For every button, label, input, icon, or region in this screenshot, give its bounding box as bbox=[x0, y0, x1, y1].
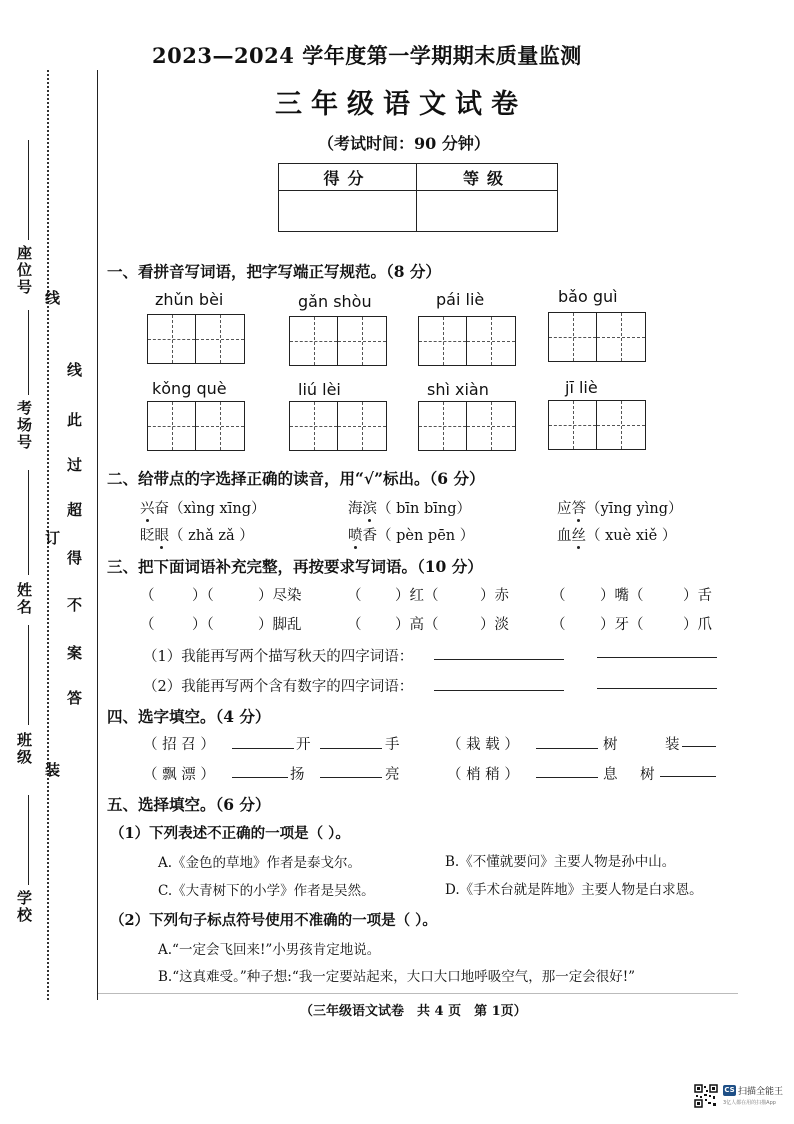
scanner-brand: 扫描全能王 bbox=[738, 1087, 784, 1097]
school-label: 学校 bbox=[15, 890, 33, 924]
page-footer: （三年级语文试卷 共 4 页 第 1页） bbox=[300, 1004, 527, 1019]
section1-heading: 一、看拼音写词语，把字写端正写规范。（8 分） bbox=[107, 262, 441, 281]
char-choice: （ 飘 漂 ） bbox=[143, 767, 215, 783]
binding-solid-line bbox=[97, 70, 98, 1000]
exam-title: 2023—2024 学年度第一学期期末质量监测 bbox=[152, 43, 582, 68]
tianzige-box[interactable] bbox=[548, 400, 646, 450]
class-blank[interactable] bbox=[28, 625, 29, 725]
pronunciation-item bbox=[140, 497, 265, 518]
option-c[interactable]: C.《大青树下的小学》作者是吴然。 bbox=[158, 883, 375, 899]
answer-blank[interactable] bbox=[536, 777, 598, 778]
option-b[interactable]: B.“这真难受。”种子想:“我一定要站起来，大口大口地呼吸空气，那一定会很好!” bbox=[158, 969, 636, 985]
notice-char-4: 超 bbox=[65, 502, 83, 519]
char-choice: （ 梢 稍 ） bbox=[447, 767, 519, 783]
idiom-fill[interactable]: （ bbox=[347, 617, 362, 633]
answer-blank[interactable] bbox=[536, 748, 598, 749]
option-d[interactable]: D.《手术台就是阵地》主要人物是白求恩。 bbox=[445, 882, 703, 898]
pinyin-label: liú lèi bbox=[298, 380, 341, 399]
tianzige-cell[interactable] bbox=[338, 317, 386, 365]
tianzige-cell[interactable] bbox=[290, 317, 338, 365]
word-char: 亮 bbox=[385, 767, 400, 783]
tianzige-cell[interactable] bbox=[467, 402, 515, 450]
tianzige-box[interactable] bbox=[289, 316, 387, 366]
answer-blank[interactable] bbox=[320, 748, 382, 749]
notice-char-8: 答 bbox=[65, 690, 83, 707]
tianzige-cell[interactable] bbox=[419, 402, 467, 450]
answer-blank[interactable] bbox=[434, 690, 564, 691]
scanner-tagline: 3亿人都在用的扫描App bbox=[723, 1100, 776, 1106]
notice-char-6: 不 bbox=[65, 597, 83, 614]
seat-number-blank[interactable] bbox=[28, 140, 29, 240]
tianzige-cell[interactable] bbox=[290, 402, 338, 450]
score-cell[interactable] bbox=[279, 191, 417, 232]
idiom-fill[interactable]: ）爪 bbox=[683, 617, 712, 633]
idiom-fill[interactable]: ）嘴（ bbox=[600, 588, 644, 604]
pinyin-label: jī liè bbox=[565, 378, 598, 397]
word-char: 树 bbox=[640, 767, 655, 783]
tianzige-box[interactable] bbox=[147, 401, 245, 451]
idiom-fill[interactable]: （ bbox=[140, 617, 155, 633]
question-5-1: （1）下列表述不正确的一项是（ ）。 bbox=[110, 825, 350, 842]
tianzige-cell[interactable] bbox=[549, 313, 597, 361]
subject-title: 三年级语文试卷 bbox=[275, 89, 527, 120]
section2-heading: 二、给带点的字选择正确的读音，用“√”标出。（6 分） bbox=[107, 469, 485, 488]
pinyin-label: kǒng què bbox=[152, 379, 227, 398]
answer-blank[interactable] bbox=[597, 657, 717, 658]
idiom-fill[interactable]: ）赤 bbox=[480, 588, 509, 604]
option-b[interactable]: B.《不懂就要问》主要人物是孙中山。 bbox=[445, 854, 676, 870]
exam-room-blank[interactable] bbox=[28, 310, 29, 395]
idiom-fill[interactable]: （ bbox=[551, 588, 566, 604]
answer-blank[interactable] bbox=[682, 746, 716, 747]
dotted-char: 喷 bbox=[348, 528, 363, 544]
pronunciation-item bbox=[557, 497, 683, 518]
notice-char-7: 案 bbox=[65, 645, 83, 662]
notice-char-1: 线 bbox=[65, 362, 83, 379]
plain-char: 眨 bbox=[140, 528, 155, 544]
notice-char-2: 此 bbox=[65, 412, 83, 429]
pronunciation-options[interactable]: （ xuè xiě ） bbox=[586, 528, 677, 544]
pinyin-label: zhǔn bèi bbox=[155, 290, 224, 309]
question-5-2: （2）下列句子标点符号使用不准确的一项是（ ）。 bbox=[110, 912, 437, 929]
pronunciation-options[interactable]: （yīng yìng） bbox=[586, 501, 683, 517]
plain-char: 血 bbox=[557, 528, 572, 544]
idiom-fill[interactable]: ）尽染 bbox=[258, 588, 302, 604]
pronunciation-item bbox=[557, 524, 676, 545]
idiom-fill[interactable]: （ bbox=[140, 588, 155, 604]
tianzige-cell[interactable] bbox=[196, 402, 244, 450]
answer-blank[interactable] bbox=[232, 748, 294, 749]
pronunciation-options[interactable]: （ zhǎ zǎ ） bbox=[169, 528, 254, 544]
number-words-prompt: （2）我能再写两个含有数字的四字词语： bbox=[143, 679, 414, 695]
plain-char: 应 bbox=[557, 501, 572, 517]
tianzige-box[interactable] bbox=[418, 401, 516, 451]
binding-zhuang-mark: 装 bbox=[43, 762, 61, 779]
dotted-char: 滨 bbox=[362, 501, 377, 517]
tianzige-box[interactable] bbox=[418, 316, 516, 366]
tianzige-cell[interactable] bbox=[419, 317, 467, 365]
dotted-char: 兴 bbox=[140, 501, 155, 517]
pronunciation-item bbox=[140, 524, 254, 545]
exam-room-label: 考场号 bbox=[15, 400, 33, 451]
section4-heading: 四、选字填空。（4 分） bbox=[107, 707, 271, 726]
binding-xian-mark: 线 bbox=[43, 290, 61, 307]
idiom-fill[interactable]: （ bbox=[551, 617, 566, 633]
char-choice: （ 栽 载 ） bbox=[447, 737, 519, 753]
answer-blank[interactable] bbox=[660, 776, 716, 777]
answer-blank[interactable] bbox=[597, 688, 717, 689]
idiom-fill[interactable]: ）高（ bbox=[395, 617, 439, 633]
word-char: 树 bbox=[603, 737, 618, 753]
dotted-char: 丝 bbox=[571, 528, 586, 544]
option-a[interactable]: A.“一定会飞回来!”小男孩肯定地说。 bbox=[158, 942, 381, 958]
answer-blank[interactable] bbox=[434, 659, 564, 660]
dotted-char: 答 bbox=[571, 501, 586, 517]
score-table bbox=[278, 163, 558, 232]
tianzige-cell[interactable] bbox=[338, 402, 386, 450]
section5-heading: 五、选择填空。（6 分） bbox=[107, 795, 271, 814]
tianzige-box[interactable] bbox=[548, 312, 646, 362]
tianzige-cell[interactable] bbox=[549, 401, 597, 449]
answer-blank[interactable] bbox=[232, 777, 288, 778]
pinyin-label: shì xiàn bbox=[427, 380, 489, 399]
name-blank[interactable] bbox=[28, 470, 29, 575]
idiom-fill[interactable]: ）舌 bbox=[683, 588, 712, 604]
tianzige-cell[interactable] bbox=[597, 313, 645, 361]
idiom-fill[interactable]: ）（ bbox=[192, 617, 214, 633]
tianzige-box[interactable] bbox=[289, 401, 387, 451]
pronunciation-item bbox=[348, 497, 471, 518]
idiom-fill[interactable]: ）（ bbox=[192, 588, 214, 604]
score-header: 得分 bbox=[279, 164, 417, 191]
idiom-fill[interactable]: ）红（ bbox=[395, 588, 439, 604]
class-label: 班级 bbox=[15, 732, 33, 766]
pronunciation-options[interactable]: 奋（xìng xīng） bbox=[154, 501, 266, 517]
camscanner-logo-icon: CS bbox=[724, 1086, 735, 1094]
option-a[interactable]: A.《金色的草地》作者是泰戈尔。 bbox=[158, 855, 362, 871]
tianzige-cell[interactable] bbox=[148, 315, 196, 363]
seat-number-label: 座位号 bbox=[15, 245, 33, 296]
pinyin-label: pái liè bbox=[436, 290, 485, 309]
dotted-char: 眼 bbox=[154, 528, 169, 544]
footer-rule bbox=[98, 993, 738, 994]
idiom-fill[interactable]: ）脚乱 bbox=[258, 617, 302, 633]
tianzige-cell[interactable] bbox=[196, 315, 244, 363]
pinyin-label: bǎo guì bbox=[558, 287, 618, 306]
tianzige-cell[interactable] bbox=[597, 401, 645, 449]
pronunciation-options[interactable]: 香（ pèn pēn ） bbox=[362, 528, 475, 544]
notice-char-3: 过 bbox=[65, 457, 83, 474]
word-char: 开 bbox=[296, 737, 311, 753]
idiom-fill[interactable]: ）淡 bbox=[480, 617, 509, 633]
pinyin-label: gǎn shòu bbox=[298, 292, 372, 311]
binding-ding-mark: 订 bbox=[43, 530, 61, 547]
word-char: 手 bbox=[385, 737, 400, 753]
word-char: 扬 bbox=[290, 767, 305, 783]
word-char: 息 bbox=[603, 767, 618, 783]
pronunciation-item bbox=[348, 524, 474, 545]
pronunciation-options[interactable]: （ bīn bīng） bbox=[377, 501, 472, 517]
qr-code-icon bbox=[694, 1084, 718, 1108]
char-choice: （ 招 召 ） bbox=[143, 737, 215, 753]
answer-blank[interactable] bbox=[320, 777, 382, 778]
tianzige-cell[interactable] bbox=[467, 317, 515, 365]
notice-char-5: 得 bbox=[65, 550, 83, 567]
school-blank[interactable] bbox=[28, 795, 29, 885]
section3-heading: 三、把下面词语补充完整，再按要求写词语。（10 分） bbox=[107, 557, 483, 576]
idiom-fill[interactable]: ）牙（ bbox=[600, 617, 644, 633]
grade-cell[interactable] bbox=[417, 191, 558, 232]
grade-header: 等级 bbox=[417, 164, 558, 191]
tianzige-cell[interactable] bbox=[148, 402, 196, 450]
exam-time: （考试时间：90 分钟） bbox=[318, 134, 490, 153]
autumn-words-prompt: （1）我能再写两个描写秋天的四字词语： bbox=[143, 649, 414, 665]
idiom-fill[interactable]: （ bbox=[347, 588, 362, 604]
tianzige-box[interactable] bbox=[147, 314, 245, 364]
word-char: 装 bbox=[665, 737, 680, 753]
name-label: 姓名 bbox=[15, 582, 33, 616]
plain-char: 海 bbox=[348, 501, 363, 517]
